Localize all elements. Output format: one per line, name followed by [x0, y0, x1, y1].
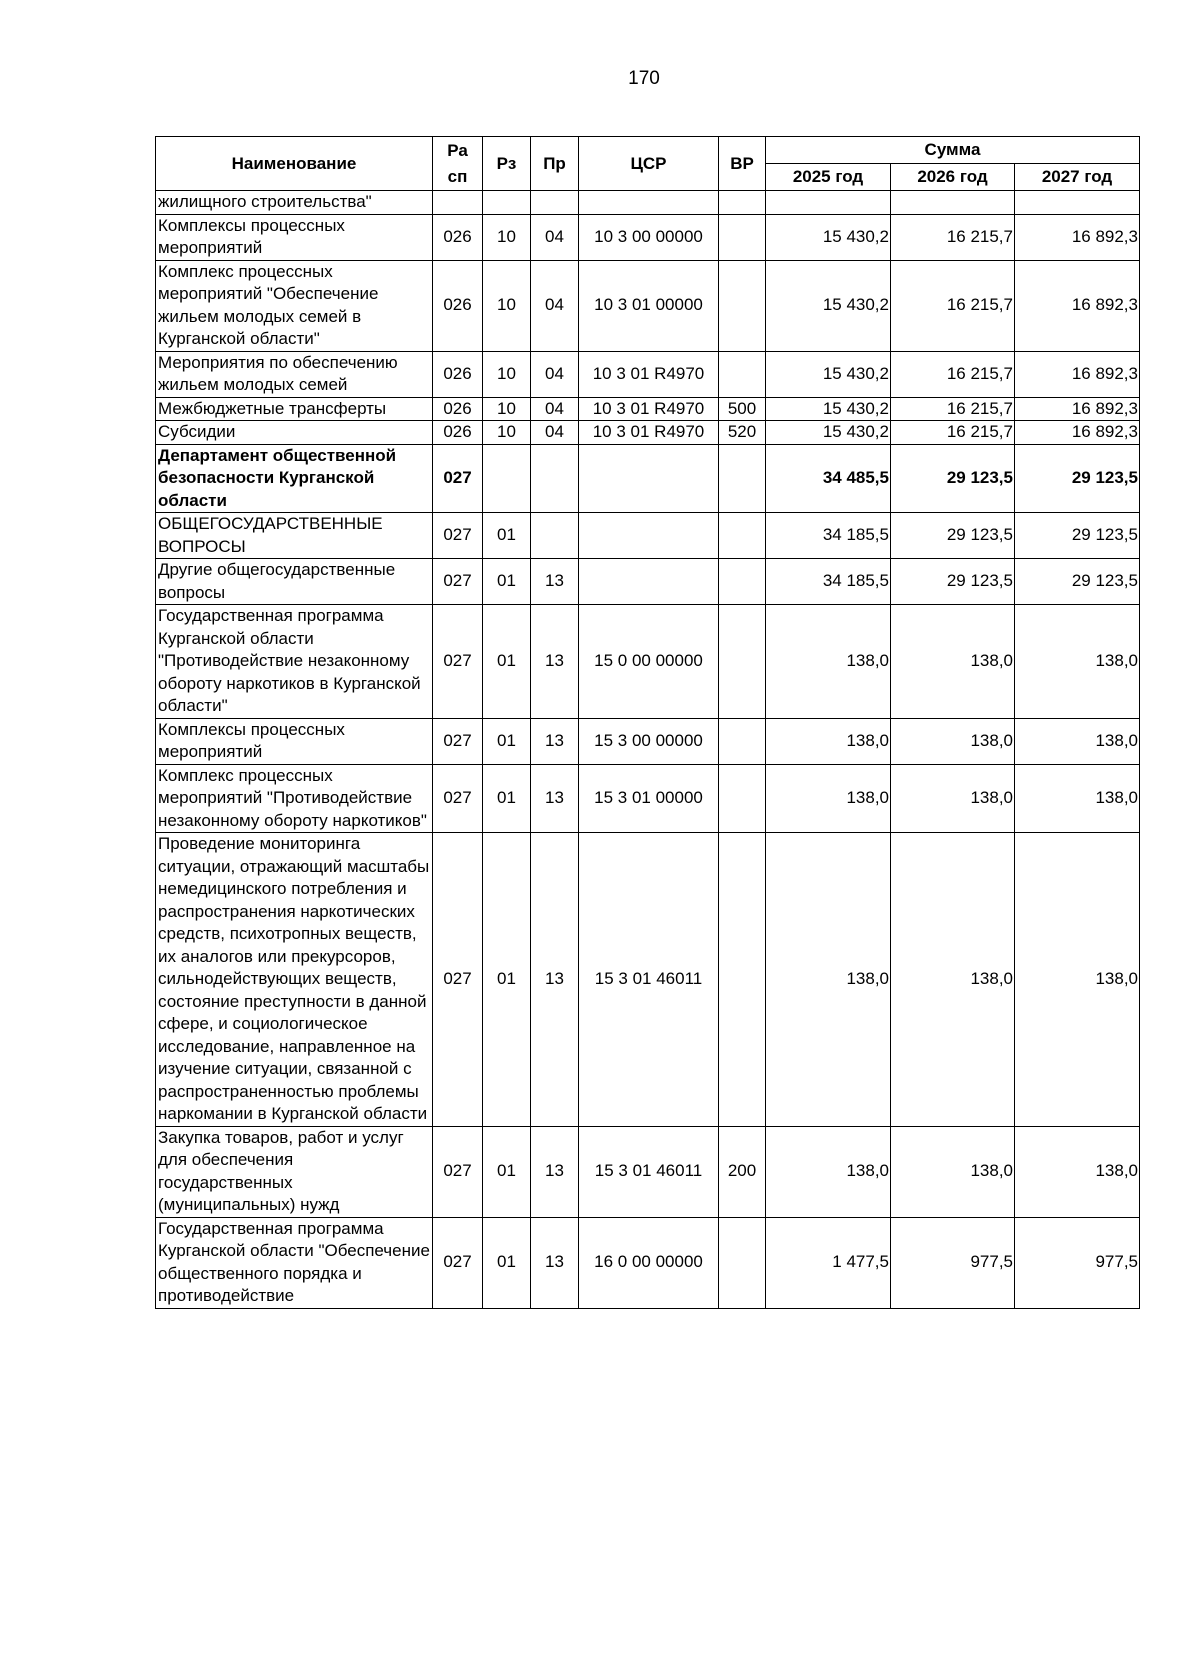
cell-rasp: 026 [433, 351, 483, 397]
cell-rz [483, 444, 531, 513]
cell-pr [531, 444, 579, 513]
cell-sum-2027: 138,0 [1015, 833, 1140, 1127]
cell-vr [719, 833, 766, 1127]
table-header [156, 137, 1140, 191]
cell-pr: 13 [531, 1126, 579, 1217]
cell-name: Комплексы процессных мероприятий [156, 718, 433, 764]
cell-vr [719, 605, 766, 719]
cell-sum-2027: 29 123,5 [1015, 444, 1140, 513]
cell-rasp: 026 [433, 214, 483, 260]
cell-rasp: 026 [433, 397, 483, 421]
table-row [156, 513, 1140, 559]
cell-sum-2025: 34 185,5 [766, 513, 891, 559]
cell-rasp: 027 [433, 513, 483, 559]
cell-rz: 01 [483, 764, 531, 833]
cell-csr: 15 3 00 00000 [579, 718, 719, 764]
cell-vr: 500 [719, 397, 766, 421]
cell-vr [719, 351, 766, 397]
cell-rz: 01 [483, 1126, 531, 1217]
cell-sum-2025 [766, 191, 891, 215]
header-year-2025: 2025 год [766, 164, 891, 191]
header-pr: Пр [531, 137, 579, 191]
cell-rz: 10 [483, 214, 531, 260]
cell-name: Комплекс процессных мероприятий "Обеспечение жильем молодых семей в Курганской области" [156, 260, 433, 351]
cell-csr: 10 3 00 00000 [579, 214, 719, 260]
cell-pr: 04 [531, 214, 579, 260]
cell-name: Проведение мониторинга ситуации, отражающий масштабы немедицинского потребления и распространения наркотических средств, психотропных веществ, их аналогов или прекурсоров, сильнодействующих веществ, состояние преступности в данной сфере, и социологическое исследование, направленное на изучение ситуации, связанной с распространенностью проблемы наркомании в Курганской области [156, 833, 433, 1127]
cell-rz: 10 [483, 397, 531, 421]
cell-sum-2027: 16 892,3 [1015, 421, 1140, 445]
cell-rasp: 027 [433, 605, 483, 719]
cell-sum-2025: 1 477,5 [766, 1217, 891, 1308]
table-row [156, 1126, 1140, 1217]
cell-rz: 01 [483, 833, 531, 1127]
cell-rasp: 027 [433, 764, 483, 833]
table-body [156, 191, 1140, 1309]
table-row [156, 764, 1140, 833]
cell-rz: 10 [483, 421, 531, 445]
cell-sum-2026: 977,5 [891, 1217, 1015, 1308]
cell-sum-2026: 16 215,7 [891, 421, 1015, 445]
cell-name: Комплексы процессных мероприятий [156, 214, 433, 260]
cell-sum-2026 [891, 191, 1015, 215]
cell-rasp: 027 [433, 718, 483, 764]
cell-rasp: 027 [433, 833, 483, 1127]
cell-name: Закупка товаров, работ и услуг для обеспечения государственных (муниципальных) нужд [156, 1126, 433, 1217]
cell-csr: 15 3 01 00000 [579, 764, 719, 833]
table-row [156, 718, 1140, 764]
cell-sum-2026: 138,0 [891, 718, 1015, 764]
cell-sum-2026: 29 123,5 [891, 559, 1015, 605]
cell-rasp [433, 191, 483, 215]
cell-sum-2026: 138,0 [891, 1126, 1015, 1217]
cell-csr [579, 513, 719, 559]
cell-vr [719, 764, 766, 833]
cell-csr: 10 3 01 R4970 [579, 421, 719, 445]
cell-name: Субсидии [156, 421, 433, 445]
cell-sum-2026: 29 123,5 [891, 513, 1015, 559]
cell-name: ОБЩЕГОСУДАРСТВЕННЫЕ ВОПРОСЫ [156, 513, 433, 559]
table-row [156, 214, 1140, 260]
cell-csr [579, 444, 719, 513]
cell-vr [719, 513, 766, 559]
table-row [156, 351, 1140, 397]
cell-csr: 10 3 01 R4970 [579, 397, 719, 421]
header-year-2026: 2026 год [891, 164, 1015, 191]
cell-pr: 13 [531, 559, 579, 605]
cell-rz: 10 [483, 351, 531, 397]
cell-sum-2027: 29 123,5 [1015, 513, 1140, 559]
cell-vr [719, 191, 766, 215]
cell-pr: 04 [531, 351, 579, 397]
header-name: Наименование [156, 137, 433, 191]
cell-sum-2025: 138,0 [766, 1126, 891, 1217]
cell-pr: 13 [531, 1217, 579, 1308]
cell-sum-2026: 16 215,7 [891, 260, 1015, 351]
cell-sum-2025: 34 485,5 [766, 444, 891, 513]
cell-sum-2025: 138,0 [766, 833, 891, 1127]
cell-pr: 13 [531, 833, 579, 1127]
cell-name: Государственная программа Курганской области "Противодействие незаконному обороту наркотиков в Курганской области" [156, 605, 433, 719]
cell-sum-2026: 16 215,7 [891, 351, 1015, 397]
table-row [156, 421, 1140, 445]
cell-rz: 10 [483, 260, 531, 351]
cell-csr: 15 0 00 00000 [579, 605, 719, 719]
cell-csr: 10 3 01 00000 [579, 260, 719, 351]
header-rz: Рз [483, 137, 531, 191]
cell-rz: 01 [483, 605, 531, 719]
table-row [156, 397, 1140, 421]
cell-sum-2027: 16 892,3 [1015, 397, 1140, 421]
cell-sum-2025: 15 430,2 [766, 214, 891, 260]
cell-pr: 13 [531, 764, 579, 833]
cell-name: Комплекс процессных мероприятий "Противодействие незаконному обороту наркотиков" [156, 764, 433, 833]
cell-sum-2027 [1015, 191, 1140, 215]
cell-csr: 15 3 01 46011 [579, 833, 719, 1127]
cell-rz: 01 [483, 718, 531, 764]
table-row [156, 605, 1140, 719]
cell-csr: 10 3 01 R4970 [579, 351, 719, 397]
cell-pr: 04 [531, 421, 579, 445]
cell-rasp: 027 [433, 1126, 483, 1217]
cell-sum-2025: 15 430,2 [766, 397, 891, 421]
cell-sum-2025: 138,0 [766, 718, 891, 764]
table-row [156, 444, 1140, 513]
cell-sum-2025: 15 430,2 [766, 260, 891, 351]
cell-csr [579, 559, 719, 605]
cell-name: Мероприятия по обеспечению жильем молодых семей [156, 351, 433, 397]
cell-sum-2025: 138,0 [766, 764, 891, 833]
table-row [156, 833, 1140, 1127]
cell-vr [719, 260, 766, 351]
cell-rasp: 027 [433, 444, 483, 513]
cell-sum-2026: 138,0 [891, 833, 1015, 1127]
cell-sum-2026: 138,0 [891, 764, 1015, 833]
cell-vr [719, 214, 766, 260]
cell-csr: 16 0 00 00000 [579, 1217, 719, 1308]
cell-vr: 200 [719, 1126, 766, 1217]
cell-name: Межбюджетные трансферты [156, 397, 433, 421]
cell-rasp: 026 [433, 421, 483, 445]
cell-sum-2027: 29 123,5 [1015, 559, 1140, 605]
cell-pr [531, 191, 579, 215]
cell-sum-2025: 138,0 [766, 605, 891, 719]
cell-pr: 13 [531, 718, 579, 764]
header-rasp-line2: сп [447, 166, 468, 186]
budget-table [155, 136, 1140, 1309]
table-row [156, 260, 1140, 351]
table-row [156, 559, 1140, 605]
cell-sum-2027: 16 892,3 [1015, 351, 1140, 397]
cell-rz: 01 [483, 513, 531, 559]
cell-name: Департамент общественной безопасности Курганской области [156, 444, 433, 513]
cell-sum-2027: 977,5 [1015, 1217, 1140, 1308]
cell-sum-2027: 16 892,3 [1015, 260, 1140, 351]
cell-vr [719, 559, 766, 605]
cell-vr [719, 1217, 766, 1308]
cell-name: Государственная программа Курганской области "Обеспечение общественного порядка и противодействие [156, 1217, 433, 1308]
cell-sum-2027: 138,0 [1015, 718, 1140, 764]
cell-vr [719, 718, 766, 764]
cell-name: Другие общегосударственные вопросы [156, 559, 433, 605]
cell-pr: 04 [531, 397, 579, 421]
cell-sum-2027: 138,0 [1015, 1126, 1140, 1217]
cell-sum-2027: 16 892,3 [1015, 214, 1140, 260]
cell-pr: 13 [531, 605, 579, 719]
cell-rasp: 027 [433, 1217, 483, 1308]
header-rasp [433, 137, 483, 191]
cell-sum-2025: 15 430,2 [766, 351, 891, 397]
cell-sum-2025: 34 185,5 [766, 559, 891, 605]
cell-vr: 520 [719, 421, 766, 445]
cell-rz: 01 [483, 559, 531, 605]
page-number: 170 [628, 68, 660, 89]
cell-sum-2025: 15 430,2 [766, 421, 891, 445]
cell-pr: 04 [531, 260, 579, 351]
cell-sum-2026: 29 123,5 [891, 444, 1015, 513]
cell-csr [579, 191, 719, 215]
cell-rz: 01 [483, 1217, 531, 1308]
cell-csr: 15 3 01 46011 [579, 1126, 719, 1217]
cell-sum-2027: 138,0 [1015, 605, 1140, 719]
header-csr: ЦСР [579, 137, 719, 191]
cell-pr [531, 513, 579, 559]
table-row [156, 1217, 1140, 1308]
cell-sum-2026: 16 215,7 [891, 214, 1015, 260]
header-year-2027: 2027 год [1015, 164, 1140, 191]
cell-rasp: 026 [433, 260, 483, 351]
header-sum: Сумма [766, 137, 1140, 164]
cell-sum-2027: 138,0 [1015, 764, 1140, 833]
cell-name: жилищного строительства" [156, 191, 433, 215]
header-rasp-line1: Ра [447, 140, 468, 160]
cell-vr [719, 444, 766, 513]
cell-rz [483, 191, 531, 215]
cell-rasp: 027 [433, 559, 483, 605]
cell-sum-2026: 138,0 [891, 605, 1015, 719]
table-row [156, 191, 1140, 215]
header-vr: ВР [719, 137, 766, 191]
cell-sum-2026: 16 215,7 [891, 397, 1015, 421]
